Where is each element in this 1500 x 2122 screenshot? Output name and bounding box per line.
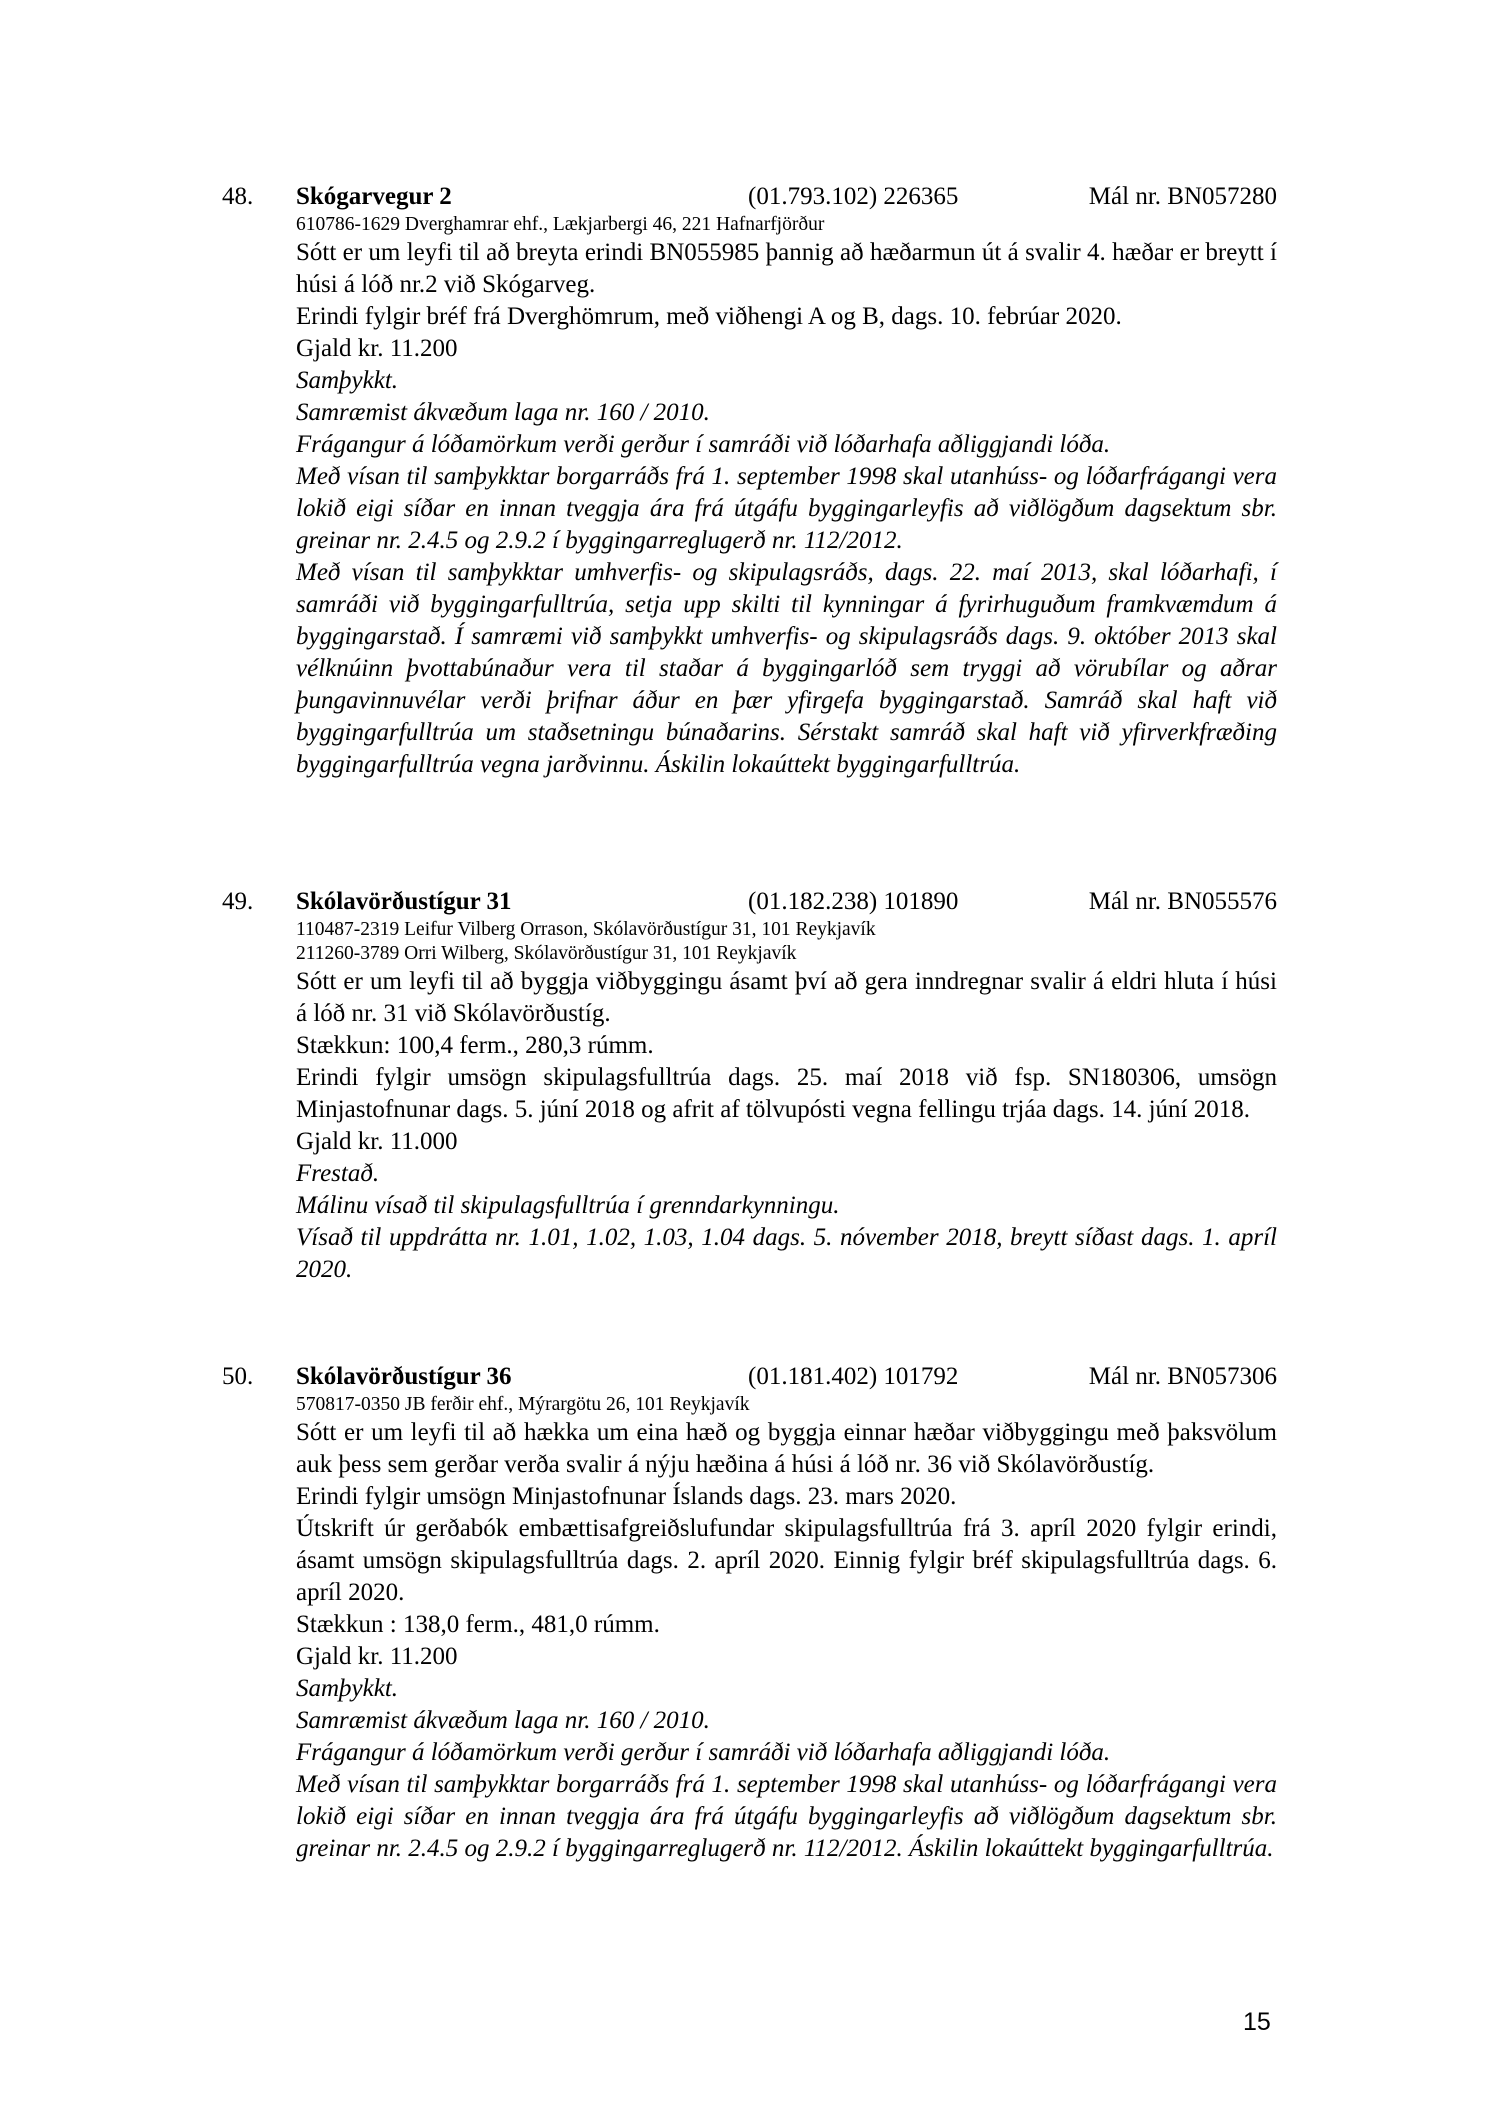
fee-line: Gjald kr. 11.000 <box>296 1128 458 1155</box>
italic-paragraph: Vísað til uppdrátta nr. 1.01, 1.02, 1.03, 1.04 dags. 5. nóvember 2018, breytt síðast dags. 1. apríl 2020. <box>296 1224 1277 1283</box>
entry-reference: (01.793.102) 226365 <box>748 183 959 210</box>
owner-line: 110487-2319 Leifur Vilberg Orrason, Skólavörðustígur 31, 101 Reykjavík <box>296 919 876 940</box>
entry-number: 50. <box>222 1363 254 1390</box>
entry-number: 48. <box>222 183 254 210</box>
entry-header <box>222 180 1277 213</box>
fee-line: Gjald kr. 11.200 <box>296 335 458 362</box>
entry-paragraph: Sótt er um leyfi til að breyta erindi BN055985 þannig að hæðarmun út á svalir 4. hæðar er breytt í húsi á lóð nr.2 við Skógarveg. <box>296 239 1277 298</box>
case-entry <box>222 180 1277 781</box>
decision-line: Samþykkt. <box>296 367 399 394</box>
entry-header <box>222 885 1277 918</box>
entry-paragraph: Erindi fylgir umsögn skipulagsfulltrúa dags. 25. maí 2018 við fsp. SN180306, umsögn Minjastofnunar dags. 5. júní 2018 og afrit af tölvupósti vegna fellingu trjáa dags. 14. júní 2018. <box>296 1064 1277 1123</box>
italic-paragraph: Með vísan til samþykktar umhverfis- og skipulagsráðs, dags. 22. maí 2013, skal lóðarhafi, í samráði við byggingarfulltrúa, setja upp skilti til kynningar á fyrirhuguðum framkvæmdum á byggingarstað. Í samræmi við samþykkt umhverfis- og skipulagsráðs dags. 9. október 2013 skal vélknúinn þvottabúnaður vera til staðar á byggingarlóð sem tryggi að vörubílar og aðrar þungavinnuvélar verði þrifnar áður en þær yfirgefa byggingarstað. Samráð skal haft við byggingarfulltrúa um staðsetningu búnaðarins. Sérstakt samráð skal haft við yfirverkfræðing byggingarfulltrúa vegna jarðvinnu. Áskilin lokaúttekt byggingarfulltrúa. <box>296 559 1277 778</box>
entry-paragraph: Útskrift úr gerðabók embættisafgreiðslufundar skipulagsfulltrúa frá 3. apríl 2020 fylgir erindi, ásamt umsögn skipulagsfulltrúa dags. 2. apríl 2020. Einnig fylgir bréf skipulagsfulltrúa dags. 6. apríl 2020. <box>296 1515 1277 1606</box>
case-entry <box>222 885 1277 1286</box>
entry-address: Skólavörðustígur 36 <box>296 1363 512 1390</box>
entry-case-number: Mál nr. BN057280 <box>1088 183 1277 210</box>
entry-address: Skólavörðustígur 31 <box>296 888 512 915</box>
italic-paragraph: Með vísan til samþykktar borgarráðs frá 1. september 1998 skal utanhúss- og lóðarfrágangi vera lokið eigi síðar en innan tveggja ára frá útgáfu byggingarleyfis að viðlögðum dagsektum sbr. greinar nr. 2.4.5 og 2.9.2 í byggingarreglugerð nr. 112/2012. Áskilin lokaúttekt byggingarfulltrúa. <box>296 1771 1277 1862</box>
decision-line: Frestað. <box>296 1160 380 1187</box>
owner-line: 211260-3789 Orri Wilberg, Skólavörðustígur 31, 101 Reykjavík <box>296 943 797 964</box>
entry-paragraph: Sótt er um leyfi til að hækka um eina hæð og byggja einnar hæðar viðbyggingu með þaksvölum auk þess sem gerðar verða svalir á nýju hæðina á húsi á lóð nr. 36 við Skólavörðustíg. <box>296 1419 1277 1478</box>
entry-number: 49. <box>222 888 254 915</box>
italic-paragraph: Málinu vísað til skipulagsfulltrúa í grenndarkynningu. <box>296 1192 840 1219</box>
owner-line: 570817-0350 JB ferðir ehf., Mýrargötu 26, 101 Reykjavík <box>296 1394 750 1415</box>
entry-reference: (01.182.238) 101890 <box>748 888 959 915</box>
entry-address: Skógarvegur 2 <box>296 183 452 210</box>
entry-paragraph: Erindi fylgir bréf frá Dverghömrum, með viðhengi A og B, dags. 10. febrúar 2020. <box>296 303 1122 330</box>
italic-paragraph: Samræmist ákvæðum laga nr. 160 / 2010. <box>296 399 710 426</box>
entry-paragraph: Stækkun : 138,0 ferm., 481,0 rúmm. <box>296 1611 660 1638</box>
italic-paragraph: Með vísan til samþykktar borgarráðs frá 1. september 1998 skal utanhúss- og lóðarfrágangi vera lokið eigi síðar en innan tveggja ára frá útgáfu byggingarleyfis að viðlögðum dagsektum sbr. greinar nr. 2.4.5 og 2.9.2 í byggingarreglugerð nr. 112/2012. <box>296 463 1277 554</box>
entry-case-number: Mál nr. BN057306 <box>1088 1363 1277 1390</box>
decision-line: Samþykkt. <box>296 1675 399 1702</box>
entry-paragraph: Erindi fylgir umsögn Minjastofnunar Íslands dags. 23. mars 2020. <box>296 1483 957 1510</box>
case-entry <box>222 1360 1277 1865</box>
owner-line: 610786-1629 Dverghamrar ehf., Lækjarbergi 46, 221 Hafnarfjörður <box>296 214 825 235</box>
entry-body <box>296 918 1277 1286</box>
entry-header <box>222 1360 1277 1393</box>
italic-paragraph: Frágangur á lóðamörkum verði gerður í samráði við lóðarhafa aðliggjandi lóða. <box>296 431 1111 458</box>
italic-paragraph: Samræmist ákvæðum laga nr. 160 / 2010. <box>296 1707 710 1734</box>
italic-paragraph: Frágangur á lóðamörkum verði gerður í samráði við lóðarhafa aðliggjandi lóða. <box>296 1739 1111 1766</box>
entry-paragraph: Sótt er um leyfi til að byggja viðbyggingu ásamt því að gera inndregnar svalir á eldri hluta í húsi á lóð nr. 31 við Skólavörðustíg. <box>296 968 1277 1027</box>
entry-reference: (01.181.402) 101792 <box>748 1363 959 1390</box>
page-number: 15 <box>1243 2008 1271 2036</box>
entry-body <box>296 1393 1277 1865</box>
fee-line: Gjald kr. 11.200 <box>296 1643 458 1670</box>
entry-paragraph: Stækkun: 100,4 ferm., 280,3 rúmm. <box>296 1032 654 1059</box>
entry-body <box>296 213 1277 781</box>
entry-case-number: Mál nr. BN055576 <box>1088 888 1277 915</box>
